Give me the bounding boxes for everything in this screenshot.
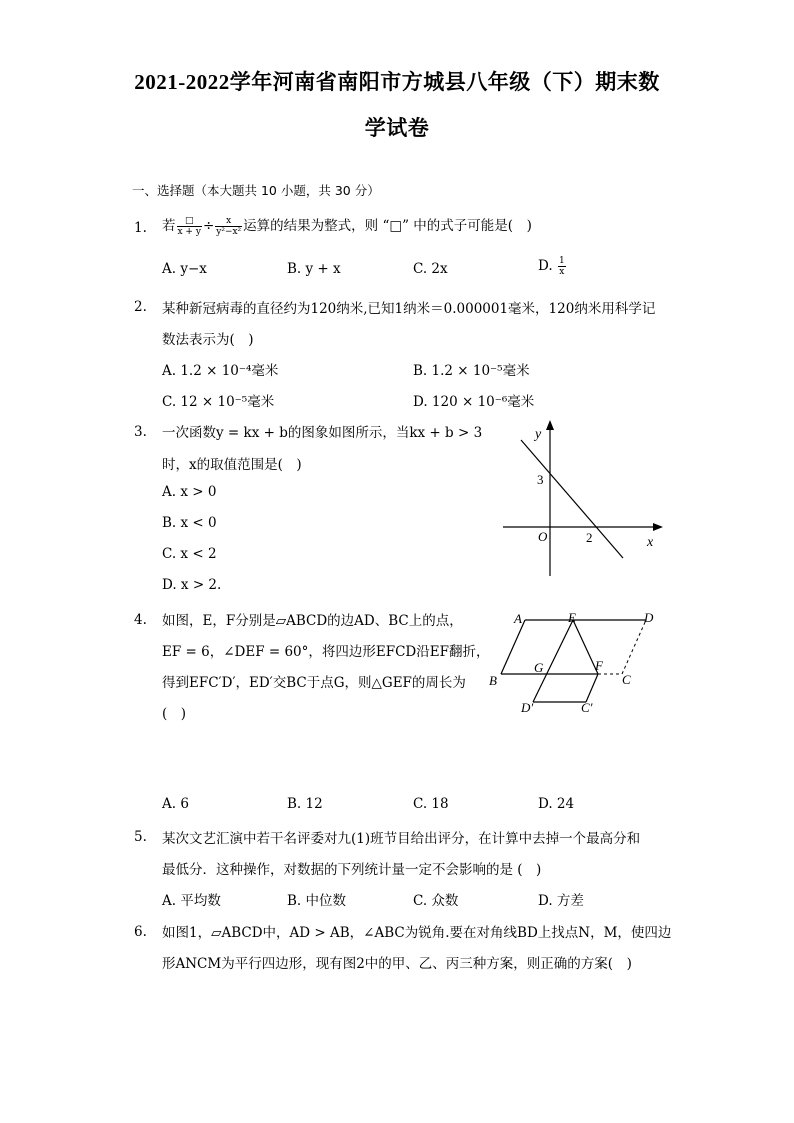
question-2-line1: 某种新冠病毒的直径约为120纳米,已知1纳米＝0.000001毫米，120纳米用科学记 (162, 301, 656, 317)
x-axis-label: x (647, 535, 654, 550)
option-a[interactable]: A. y−x (162, 261, 207, 277)
option-b[interactable]: B. 中位数 (287, 893, 347, 909)
question-1-text: 若 $\frac{□}{x + y}$ ÷ $\frac{x}{\text{y²−x²}}$ 运算的结果为整式，则 “□” 中的式子可能是( ) (162, 216, 532, 237)
label-A: A (514, 611, 522, 626)
fraction: $\frac{1}{x}$ (558, 256, 565, 277)
linear-function-graph (495, 418, 670, 580)
option-d[interactable]: D. $\frac{1}{x}$ (538, 256, 565, 277)
question-3-line1: 一次函数y = kx + b的图象如图所示，当kx + b > 3 (162, 425, 483, 441)
option-c[interactable]: C. 18 (413, 796, 449, 812)
question-number: 3. (134, 424, 147, 440)
question-4-line1: 如图，E，F分别是▱ABCD的边AD、BC上的点， (162, 613, 463, 629)
option-d[interactable]: D. x > 2. (162, 577, 222, 593)
edge-CD-dashed (622, 620, 646, 674)
question-number: 6. (134, 924, 147, 940)
option-d[interactable]: D. 24 (538, 796, 575, 812)
page-title-line2: 学试卷 (364, 116, 430, 140)
question-3-line2: 时，x的取值范围是( ) (162, 457, 302, 473)
question-number: 5. (134, 829, 147, 845)
x-axis-arrow (653, 523, 663, 531)
option-c[interactable]: C. 12 × 10⁻⁵毫米 (162, 394, 275, 410)
function-line (521, 440, 623, 558)
question-number: 1. (134, 220, 147, 236)
question-number: 4. (134, 612, 147, 628)
question-4-line2: EF = 6，∠DEF = 60°，将四边形EFCD沿EF翻折， (162, 644, 490, 660)
option-d[interactable]: D. 方差 (538, 893, 584, 909)
label-D: D (644, 610, 654, 625)
question-6-line1: 如图1，▱ABCD中，AD > AB，∠ABC为锐角.要在对角线BD上找点N，M，使四边 (162, 925, 672, 941)
fraction: $\frac{□}{x + y}$ (177, 216, 201, 237)
y-axis-label: y (535, 427, 542, 442)
question-4-line3: 得到EFC′D′，ED′交BC于点G，则△GEF的周长为 (162, 675, 466, 691)
edge-AB (501, 620, 525, 674)
option-d[interactable]: D. 120 × 10⁻⁶毫米 (413, 394, 535, 410)
option-b[interactable]: B. y + x (287, 261, 341, 277)
option-b[interactable]: B. 1.2 × 10⁻⁵毫米 (413, 363, 530, 379)
label-C-prime: C′ (581, 700, 593, 715)
question-5-line2: 最低分．这种操作，对数据的下列统计量一定不会影响的是 ( ) (162, 862, 542, 878)
y-axis-arrow (546, 420, 554, 430)
question-6-line2: 形ANCM为平行四边形，现有图2中的甲、乙、丙三种方案，则正确的方案( ) (162, 956, 632, 972)
y-intercept-label: 3 (537, 472, 544, 487)
option-c[interactable]: C. 2x (413, 261, 448, 277)
x-intercept-label: 2 (586, 530, 593, 545)
label-D-prime: D′ (521, 700, 534, 715)
parallelogram-fold-figure (484, 606, 664, 716)
question-5-line1: 某次文艺汇演中若干名评委对九(1)班节目给出评分，在计算中去掉一个最高分和 (162, 831, 641, 847)
option-a[interactable]: A. 1.2 × 10⁻⁴毫米 (162, 363, 279, 379)
option-b[interactable]: B. x < 0 (162, 515, 217, 531)
option-a[interactable]: A. x > 0 (162, 484, 217, 500)
question-4-line4: ( ) (162, 706, 187, 722)
edge-C-prime-F (586, 674, 598, 702)
label-B: B (489, 673, 497, 688)
label-F: F (595, 658, 603, 673)
page-title: 2021-2022学年河南省南阳市方城县八年级（下）期末数 (134, 70, 660, 94)
label-G: G (534, 660, 544, 675)
question-number: 2. (134, 299, 147, 315)
fraction: $\frac{x}{\text{y²−x²}}$ (216, 216, 242, 237)
origin-label: O (538, 529, 548, 544)
label-E: E (568, 610, 576, 625)
option-c[interactable]: C. 众数 (413, 893, 459, 909)
option-a[interactable]: A. 6 (162, 796, 189, 812)
option-a[interactable]: A. 平均数 (162, 893, 221, 909)
option-b[interactable]: B. 12 (287, 796, 323, 812)
question-2-line2: 数法表示为( ) (162, 332, 254, 348)
label-C: C (622, 672, 631, 687)
option-c[interactable]: C. x < 2 (162, 546, 217, 562)
section-header: 一、选择题（本大题共 10 小题，共 30 分） (132, 183, 380, 198)
